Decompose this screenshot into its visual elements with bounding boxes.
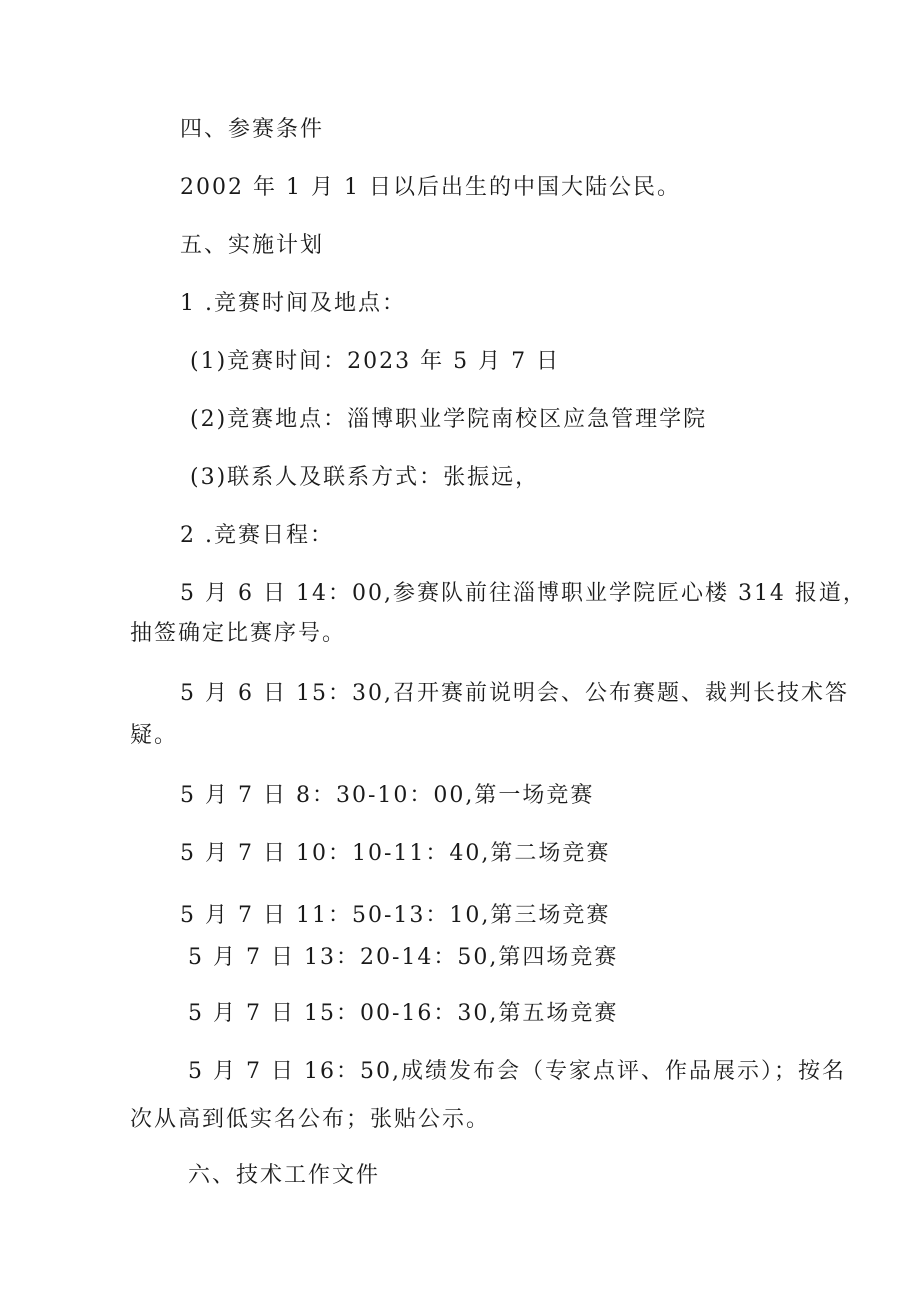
- section-heading: 六、技术工作文件: [188, 1163, 381, 1188]
- schedule-item: 5 月 7 日 10：10-11：40,第二场竞赛: [180, 841, 611, 866]
- schedule-item: 5 月 7 日 8：30-10：00,第一场竞赛: [180, 783, 595, 808]
- schedule-item: 5 月 7 日 16：50,成绩发布会（专家点评、作品展示）；按名: [188, 1059, 846, 1084]
- list-item: (2)竞赛地点：淄博职业学院南校区应急管理学院: [190, 407, 708, 432]
- schedule-item-continuation: 抽签确定比赛序号。: [130, 621, 347, 646]
- subsection-heading: 2 .竞赛日程：: [180, 523, 334, 548]
- subsection-heading: 1 .竞赛时间及地点：: [180, 291, 406, 316]
- schedule-item: 5 月 6 日 15：30,召开赛前说明会、公布赛题、裁判长技术答: [180, 681, 849, 706]
- section-heading: 四、参赛条件: [180, 117, 325, 142]
- schedule-item: 5 月 7 日 13：20-14：50,第四场竞赛: [188, 945, 619, 970]
- schedule-item-continuation: 次从高到低实名公布；张贴公示。: [130, 1107, 491, 1132]
- list-item: (3)联系人及联系方式：张振远，: [190, 465, 540, 490]
- section-heading: 五、实施计划: [180, 233, 325, 258]
- schedule-item: 5 月 6 日 14：00,参赛队前往淄博职业学院匠心楼 314 报道，: [180, 581, 867, 606]
- schedule-item: 5 月 7 日 11：50-13：10,第三场竞赛: [180, 903, 611, 928]
- schedule-item-continuation: 疑。: [130, 723, 179, 748]
- paragraph: 2002 年 1 月 1 日以后出生的中国大陆公民。: [180, 175, 681, 200]
- schedule-item: 5 月 7 日 15：00-16：30,第五场竞赛: [188, 1001, 619, 1026]
- list-item: (1)竞赛时间：2023 年 5 月 7 日: [190, 349, 561, 374]
